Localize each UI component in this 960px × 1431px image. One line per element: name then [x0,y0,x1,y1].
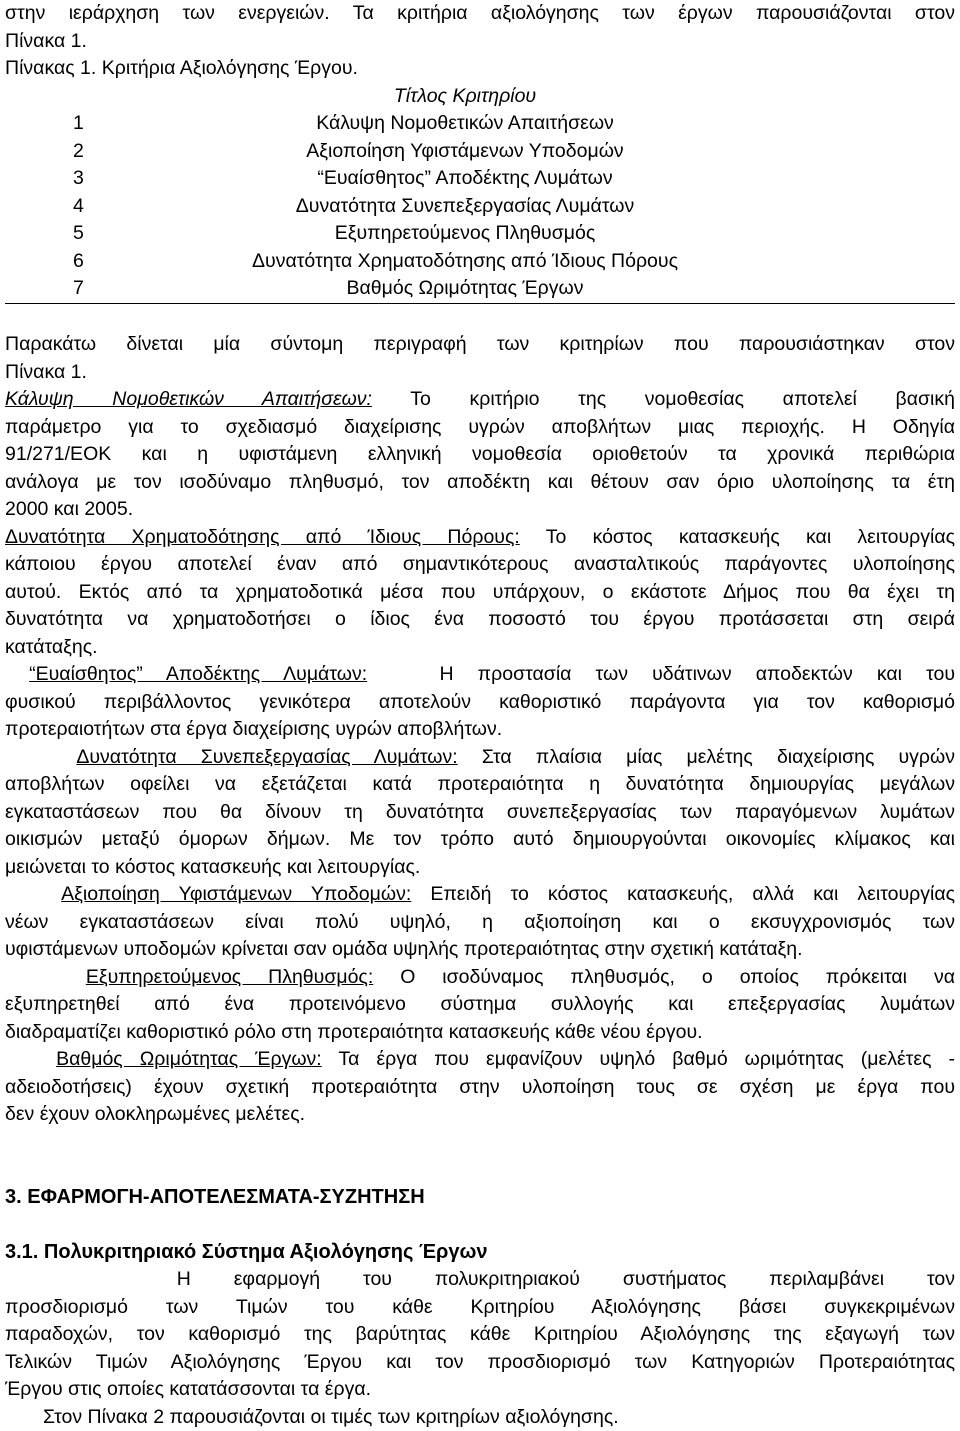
table-cell-num: 3 [5,165,155,193]
table-cell-title: Κάλυψη Νομοθετικών Απαιτήσεων [155,110,775,138]
paragraph-line: Η εφαρμογή του πολυκριτηριακού συστήματος περιλαμβάνει τον [5,1266,955,1294]
criterion-term: Δυνατότητα Χρηματοδότησης από Ίδιους Πόρους: [5,526,520,548]
criterion-text: Το κριτήριο της νομοθεσίας αποτελεί βασική [372,388,955,410]
spacer [5,1211,955,1239]
intro-line: στην ιεράρχηση των ενεργειών. Τα κριτήρια αξιολόγησης των έργων παρουσιάζονται στον [5,0,955,28]
paragraph-line: αποβλήτων οφείλει να εξετάζεται κατά προτεραιότητα η δυνατότητα δημιουργίας μεγάλων [5,771,955,799]
table-header-num [5,83,155,111]
table-row [5,275,955,304]
table-row [5,165,955,193]
paragraph-line: οικισμών μεταξύ όμορων δήμων. Με τον τρόπο αυτό δημιουργούνται οικονομίες κλίμακος και [5,826,955,854]
criterion-text: Η προστασία των υδάτινων αποδεκτών και του [367,663,955,685]
paragraph-line [5,661,955,689]
paragraph-line: δεν έχουν ολοκληρωμένες μελέτες. [5,1101,955,1129]
paragraph-line: 2000 και 2005. [5,496,955,524]
paragraph-line: Παρακάτω δίνεται μία σύντομη περιγραφή των κριτηρίων που παρουσιάστηκαν στον [5,331,955,359]
criterion-paragraph [5,964,955,1047]
paragraph-line: ανάλογα με τον ισοδύναμο πληθυσμό, τον αποδέκτη και θέτουν σαν όριο υλοποίησης τα έτη [5,469,955,497]
paragraph-line [5,524,955,552]
spacer [5,304,955,332]
paragraph-line: παραδοχών, τον καθορισμό της βαρύτητας κάθε Κριτηρίου Αξιολόγησης της εξαγωγή των [5,1321,955,1349]
criterion-term: Κάλυψη Νομοθετικών Απαιτήσεων: [5,388,372,410]
paragraph-line: εξυπηρετηθεί από ένα προτεινόμενο σύστημα συλλογής και επεξεργασίας λυμάτων [5,991,955,1019]
paragraph-line: Έργου στις οποίες κατατάσσονται τα έργα. [5,1376,955,1404]
criterion-text: Το κόστος κατασκευής και λειτουργίας [520,526,955,548]
criterion-text: Επειδή το κόστος κατασκευής, αλλά και λειτουργίας [411,883,955,905]
table-cell-num: 1 [5,110,155,138]
table-cell-num: 5 [5,220,155,248]
criterion-paragraph [5,661,955,744]
paragraph-line: 91/271/ΕΟΚ και η υφιστάμενη ελληνική νομοθεσία οριοθετούν τα χρονικά περιθώρια [5,441,955,469]
paragraph-line: κάποιου έργου αποτελεί έναν από σημαντικότερους ανασταλτικούς παράγοντες υλοποίησης [5,551,955,579]
intro-line: Πίνακα 1. [5,28,955,56]
table-cell-num: 7 [5,275,155,303]
criterion-term: Εξυπηρετούμενος Πληθυσμός: [86,966,373,988]
document-page [5,0,955,1431]
paragraph-line [5,386,955,414]
criterion-paragraph [5,386,955,524]
criterion-text: Στα πλαίσια μίας μελέτης διαχείρισης υγρών [458,746,955,768]
paragraph-line: αυτού. Εκτός από τα χρηματοδοτικά μέσα που υπάρχουν, ο εκάστοτε Δήμος που θα έχει τη [5,579,955,607]
intro-paragraph [5,0,955,55]
table-caption: Πίνακας 1. Κριτήρια Αξιολόγησης Έργου. [5,55,955,83]
table-row [5,193,955,221]
table-cell-title: Εξυπηρετούμενος Πληθυσμός [155,220,775,248]
criterion-paragraph [5,1046,955,1129]
table-row [5,220,955,248]
criteria-table [5,83,955,304]
table-row [5,138,955,166]
subsection-heading: 3.1. Πολυκριτηριακό Σύστημα Αξιολόγησης Έργων [5,1239,955,1267]
paragraph-line: Στον Πίνακα 2 παρουσιάζονται οι τιμές των κριτηρίων αξιολόγησης. [5,1404,955,1431]
table-cell-title: Δυνατότητα Συνεπεξεργασίας Λυμάτων [155,193,775,221]
paragraph-line: κατάταξης. [5,634,955,662]
closing-paragraph [5,1404,955,1431]
section-heading: 3. ΕΦΑΡΜΟΓΗ-ΑΠΟΤΕΛΕΣΜΑΤΑ-ΣΥΖΗΤΗΣΗ [5,1184,955,1212]
table-cell-num: 2 [5,138,155,166]
criterion-term: Βαθμός Ωριμότητας Έργων: [56,1048,322,1070]
paragraph-line: Τελικών Τιμών Αξιολόγησης Έργου και τον προσδιορισμό των Κατηγοριών Προτεραιότητας [5,1349,955,1377]
paragraph-line: αδειοδοτήσεις) έχουν σχετική προτεραιότητα στην υλοποίηση τους σε σχέση με έργα που [5,1074,955,1102]
criterion-paragraph [5,881,955,964]
table-row [5,248,955,276]
criterion-paragraph [5,744,955,882]
paragraph-line: δυνατότητα να χρηματοδοτήσει ο ίδιος ένα ποσοστό του έργου προτάσσεται στη σειρά [5,606,955,634]
paragraph-line: προτεραιοτήτων στα έργα διαχείρισης υγρών αποβλήτων. [5,716,955,744]
table-cell-num: 6 [5,248,155,276]
table-row [5,110,955,138]
table-cell-num: 4 [5,193,155,221]
table-cell-title: Βαθμός Ωριμότητας Έργων [155,275,775,303]
criterion-text: Τα έργα που εμφανίζουν υψηλό βαθμό ωριμότητας (μελέτες - [322,1048,955,1070]
paragraph-line [5,744,955,772]
table-cell-title: “Ευαίσθητος” Αποδέκτης Λυμάτων [155,165,775,193]
paragraph-line [5,1046,955,1074]
paragraph-line: προσδιορισμό των Τιμών του κάθε Κριτηρίου Αξιολόγησης βάσει συγκεκριμένων [5,1294,955,1322]
paragraph-line [5,964,955,992]
criterion-term: Δυνατότητα Συνεπεξεργασίας Λυμάτων: [76,746,457,768]
paragraph-line: υφιστάμενων υποδομών κρίνεται σαν ομάδα υψηλής προτεραιότητας στην σχετική κατάταξη. [5,936,955,964]
paragraph-line: νέων εγκαταστάσεων είναι πολύ υψηλό, η αξιοποίηση και ο εκσυγχρονισμός των [5,909,955,937]
criteria-intro-paragraph [5,331,955,386]
table-header-row [5,83,955,111]
paragraph-line: μειώνεται το κόστος κατασκευής και λειτουργίας. [5,854,955,882]
criterion-term: Αξιοποίηση Υφιστάμενων Υποδομών: [61,883,411,905]
paragraph-line: φυσικού περιβάλλοντος γενικότερα αποτελούν καθοριστικό παράγοντα για τον καθορισμό [5,689,955,717]
paragraph-line [5,881,955,909]
paragraph-line: παράμετρο για το σχεδιασμό διαχείρισης υγρών αποβλήτων μιας περιοχής. Η Οδηγία [5,414,955,442]
criterion-term: “Ευαίσθητος” Αποδέκτης Λυμάτων: [29,663,367,685]
table-cell-title: Αξιοποίηση Υφιστάμενων Υποδομών [155,138,775,166]
criterion-text: Ο ισοδύναμος πληθυσμός, ο οποίος πρόκειται να [373,966,955,988]
section-paragraph [5,1266,955,1404]
paragraph-line: διαδραματίζει καθοριστικό ρόλο στη προτεραιότητα κατασκευής κάθε νέου έργου. [5,1019,955,1047]
paragraph-line: Πίνακα 1. [5,359,955,387]
table-cell-title: Δυνατότητα Χρηματοδότησης από Ίδιους Πόρους [155,248,775,276]
table-header-title: Τίτλος Κριτηρίου [155,83,775,111]
criterion-paragraph [5,524,955,662]
spacer [5,1129,955,1184]
paragraph-line: εγκαταστάσεων που θα δίνουν τη δυνατότητα συνεπεξεργασίας των παραγόμενων λυμάτων [5,799,955,827]
